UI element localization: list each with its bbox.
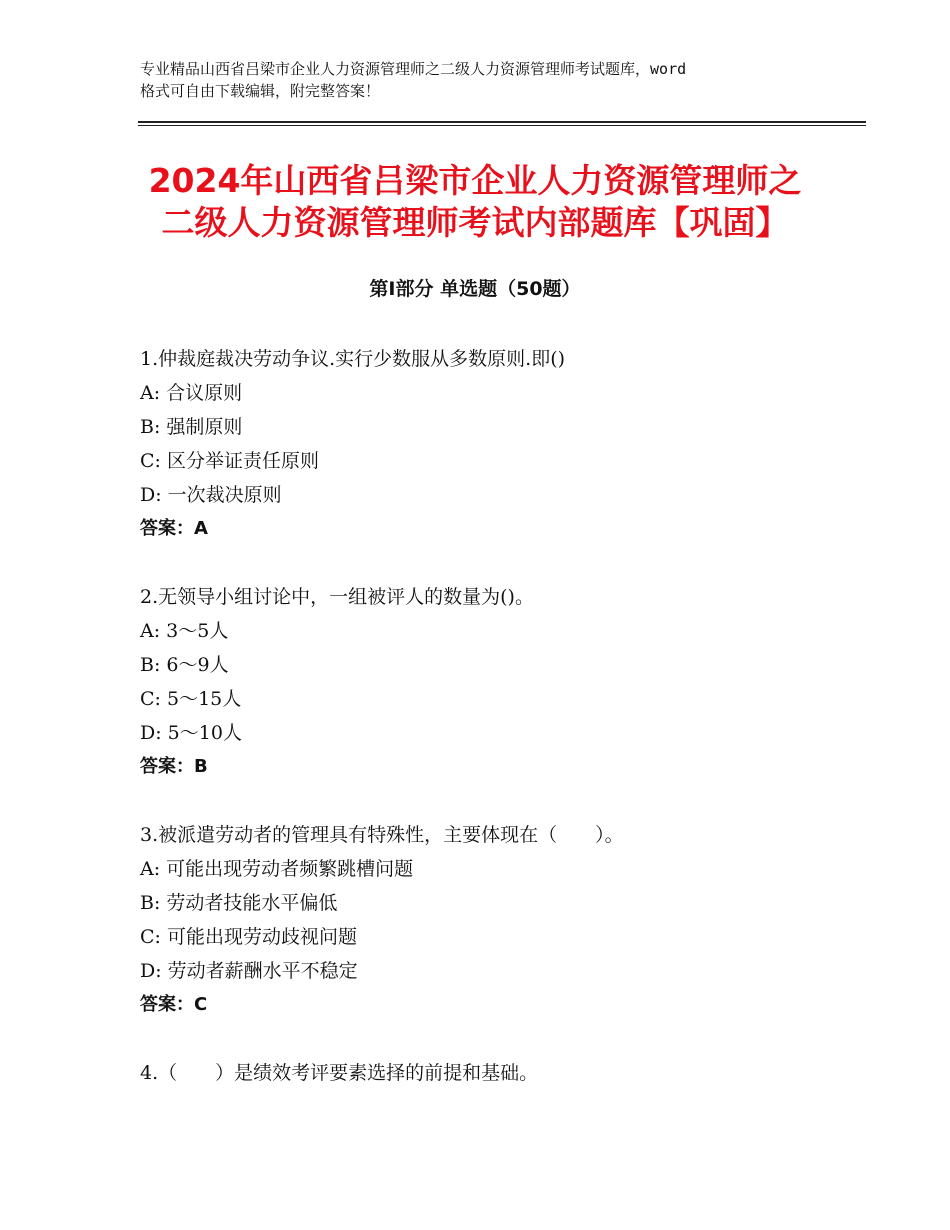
question-text: 1.仲裁庭裁决劳动争议.实行少数服从多数原则.即() [140,348,566,370]
option-c: C: 5～15人 [140,688,242,710]
option-d: D: 5～10人 [140,722,242,744]
option-a: A: 合议原则 [140,382,243,404]
section-heading: 第Ⅰ部分 单选题（50题） [369,278,581,300]
title-line1: 2024年山西省吕梁市企业人力资源管理师之 [148,161,802,200]
option-b: B: 劳动者技能水平偏低 [140,892,338,914]
title-line2: 二级人力资源管理师考试内部题库【巩固】 [161,203,789,242]
question-text: 2.无领导小组讨论中，一组被评人的数量为()。 [140,586,534,608]
question-item-4 [140,1056,860,1090]
question-item-2 [140,580,860,784]
option-a: A: 3～5人 [140,620,229,642]
question-item-3 [140,818,860,1022]
option-c: C: 可能出现劳动歧视问题 [140,926,357,948]
header-divider-thick [138,121,866,123]
option-d: D: 一次裁决原则 [140,484,282,506]
header-note-line2: 格式可自由下载编辑，附完整答案！ [140,82,381,100]
question-list [140,342,860,1124]
option-d: D: 劳动者薪酬水平不稳定 [140,960,358,982]
option-b: B: 强制原则 [140,416,243,438]
question-text: 3.被派遣劳动者的管理具有特殊性，主要体现在（ ）。 [140,824,624,846]
header-divider-thin [138,125,866,126]
question-item-1 [140,342,860,546]
answer-text: 答案：C [140,994,208,1015]
header-note [140,58,840,102]
question-text: 4.（ ）是绩效考评要素选择的前提和基础。 [140,1062,539,1084]
option-b: B: 6～9人 [140,654,229,676]
answer-text: 答案：B [140,756,208,777]
document-title [80,160,870,244]
header-note-line1: 专业精品山西省吕梁市企业人力资源管理师之二级人力资源管理师考试题库，word [140,60,687,78]
option-a: A: 可能出现劳动者频繁跳槽问题 [140,858,414,880]
answer-text: 答案：A [140,518,208,539]
option-c: C: 区分举证责任原则 [140,450,319,472]
